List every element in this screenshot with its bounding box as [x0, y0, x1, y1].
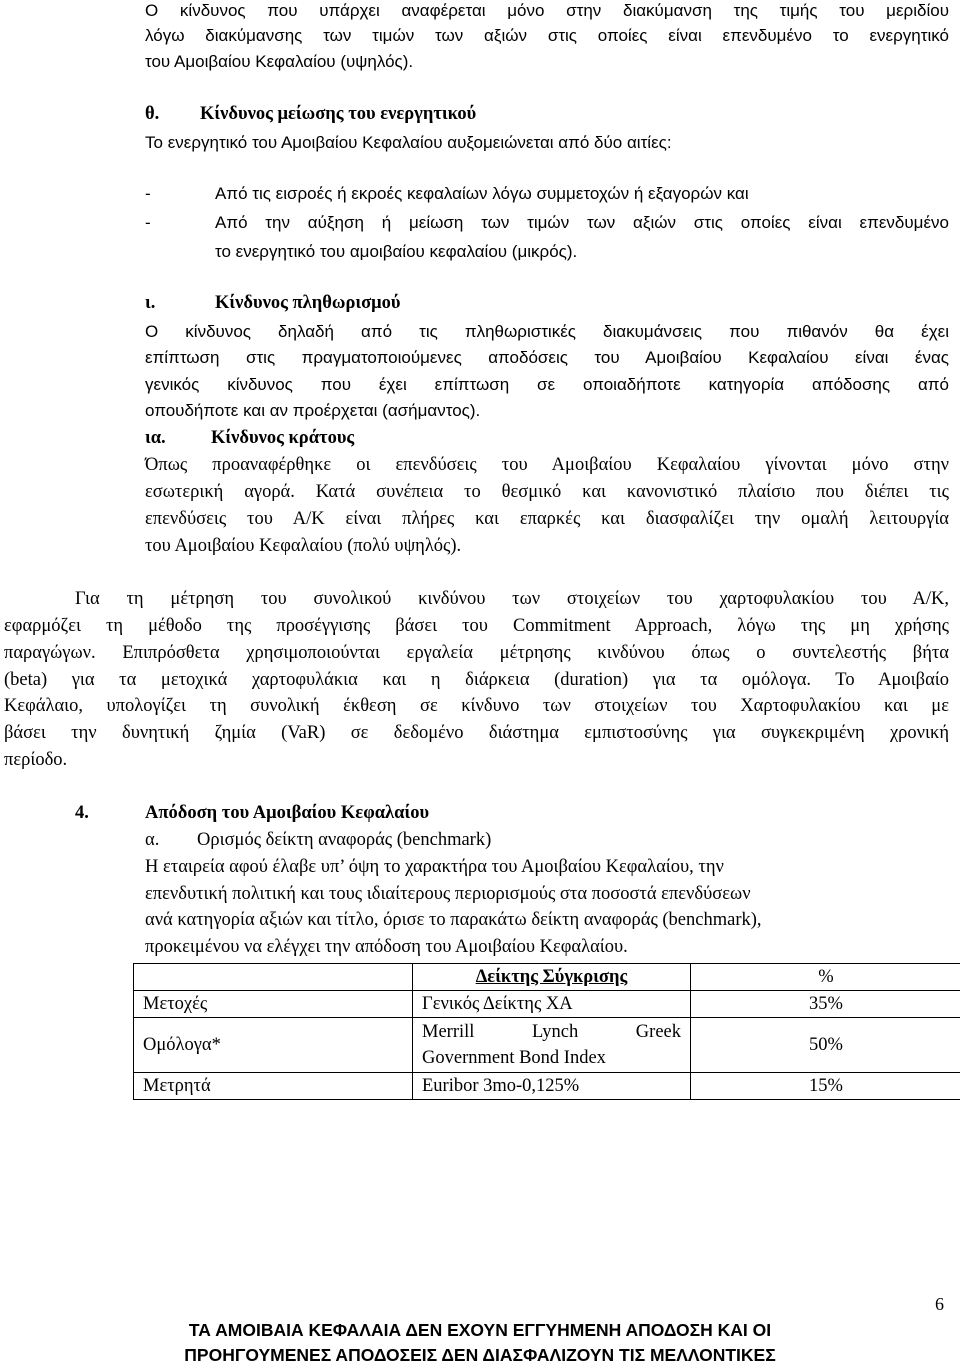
measurement-line-1: Για τη μέτρηση του συνολικού κινδύνου των στοιχείων του χαρτοφυλακίου του Α/Κ, — [75, 589, 949, 609]
iota-alpha-line-4: του Αμοιβαίου Κεφαλαίου (πολύ υψηλός). — [145, 536, 462, 556]
table-cell-percent: 35% — [691, 991, 960, 1018]
theta-bullet-2-line-1: Από την αύξηση ή μείωση των τιμών των αξιών στις οποίες είναι επενδυμένο — [215, 213, 949, 232]
iota-line-2: επίπτωση στις πραγματοποιούμενες αποδόσεις του Αμοιβαίου Κεφαλαίου είναι ένας — [145, 348, 949, 367]
section-4-line-1: Η εταιρεία αφού έλαβε υπ’ όψη το χαρακτήρα του Αμοιβαίου Κεφαλαίου, την — [145, 857, 724, 877]
section-4-line-3: ανά κατηγορία αξιών και τίτλο, όρισε το παρακάτω δείκτη αναφοράς (benchmark), — [145, 910, 762, 930]
table-cell-index: Γενικός Δείκτης ΧΑ — [413, 991, 691, 1018]
footer-line-1: ΤΑ ΑΜΟΙΒΑΙΑ ΚΕΦΑΛΑΙΑ ΔΕΝ ΕΧΟΥΝ ΕΓΓΥΗΜΕΝΗ ΑΠΟΔΟΣΗ ΚΑΙ ΟΙ — [188, 1320, 772, 1340]
section-4-line-4: προκειμένου να ελέγχει την απόδοση του Αμοιβαίου Κεφαλαίου. — [145, 937, 628, 957]
table-header-index: Δείκτης Σύγκρισης — [475, 966, 628, 987]
iota-alpha-marker: ια. — [145, 428, 166, 448]
table-cell-category: Μετρητά — [134, 1073, 413, 1100]
iota-title: Κίνδυνος πληθωρισμού — [215, 293, 401, 313]
theta-bullet-1-dash: - — [145, 184, 151, 203]
theta-bullet-2-dash: - — [145, 213, 151, 232]
iota-alpha-line-2: εσωτερική αγορά. Κατά συνέπεια το θεσμικό και κανονιστικό πλαίσιο που διέπει τις — [145, 482, 949, 502]
intro-line-3: του Αμοιβαίου Κεφαλαίου (υψηλός). — [145, 52, 414, 71]
table-cell-index-line-2: Government Bond Index — [422, 1048, 606, 1068]
theta-marker: θ. — [145, 104, 160, 124]
table-row — [134, 1073, 960, 1100]
table-row — [134, 1018, 960, 1073]
iota-line-4: οπουδήποτε και αν προέρχεται (ασήμαντος). — [145, 401, 481, 420]
table-cell-index-line-1: Merrill Lynch Greek — [422, 1022, 681, 1042]
table-cell-percent: 50% — [691, 1018, 960, 1073]
page-number: 6 — [935, 1294, 944, 1314]
measurement-line-2: εφαρμόζει τη μέθοδο της προσέγγισης βάσει του Commitment Approach, λόγω της μη χρήσης — [4, 616, 949, 636]
table-cell-category: Ομόλογα* — [134, 1018, 413, 1073]
table-cell-index: Euribor 3mo-0,125% — [413, 1073, 691, 1100]
theta-bullet-1: Από τις εισροές ή εκροές κεφαλαίων λόγω συμμετοχών ή εξαγορών και — [215, 184, 749, 203]
section-4-title: Απόδοση του Αμοιβαίου Κεφαλαίου — [145, 803, 430, 823]
table-cell-percent: 15% — [691, 1073, 960, 1100]
section-4-line-2: επενδυτική πολιτική και τους ιδιαίτερους περιορισμούς στα ποσοστά επενδύσεων — [145, 884, 751, 904]
theta-bullet-2-line-2: το ενεργητικό του αμοιβαίου κεφαλαίου (μικρός). — [215, 242, 578, 261]
iota-alpha-title: Κίνδυνος κράτους — [211, 428, 355, 448]
footer-line-2: ΠΡΟΗΓΟΥΜΕΝΕΣ ΑΠΟΔΟΣΕΙΣ ΔΕΝ ΔΙΑΣΦΑΛΙΖΟΥΝ ΤΙΣ ΜΕΛΛΟΝΤΙΚΕΣ — [184, 1345, 776, 1365]
section-4-sub-marker: α. — [145, 830, 160, 850]
iota-marker: ι. — [145, 293, 156, 313]
measurement-line-4: (beta) για τα μετοχικά χαρτοφυλάκια και η διάρκεια (duration) για τα ομόλογα. Το Αμοιβαίο — [4, 670, 949, 690]
table-header-percent: % — [691, 964, 960, 991]
intro-line-2: λόγω διακύμανσης των τιμών των αξιών στις οποίες είναι επενδυμένο το ενεργητικό — [145, 26, 949, 45]
benchmark-table — [133, 963, 960, 1100]
measurement-line-7: περίοδο. — [4, 750, 68, 770]
section-4-number: 4. — [75, 803, 89, 823]
iota-line-1: Ο κίνδυνος δηλαδή από τις πληθωριστικές διακυμάνσεις που πιθανόν θα έχει — [145, 322, 949, 341]
table-row — [134, 991, 960, 1018]
table-header-row — [134, 964, 960, 991]
iota-alpha-line-1: Όπως προαναφέρθηκε οι επενδύσεις του Αμοιβαίου Κεφαλαίου γίνονται μόνο στην — [145, 455, 949, 475]
intro-line-1: Ο κίνδυνος που υπάρχει αναφέρεται μόνο στην διακύμανση της τιμής του μεριδίου — [145, 1, 949, 20]
measurement-line-3: παραγώγων. Επιπρόσθετα χρησιμοποιούνται εργαλεία μέτρησης κινδύνου όπως ο συντελεστής βήτα — [4, 643, 949, 663]
theta-title: Κίνδυνος μείωσης του ενεργητικού — [200, 104, 477, 124]
iota-alpha-line-3: επενδύσεις του Α/Κ είναι πλήρες και επαρκές και διασφαλίζει την ομαλή λειτουργία — [145, 509, 949, 529]
theta-intro: Το ενεργητικό του Αμοιβαίου Κεφαλαίου αυξομειώνεται από δύο αιτίες: — [145, 133, 672, 152]
measurement-line-5: Κεφάλαιο, υπολογίζει τη συνολική έκθεση σε κίνδυνο των στοιχείων του Χαρτοφυλακίου και με — [4, 696, 949, 716]
measurement-line-6: βάσει την δυνητική ζημία (VaR) σε δεδομένο διάστημα εμπιστοσύνης για συγκεκριμένη χρονική — [4, 723, 949, 743]
section-4-sub-title: Ορισμός δείκτη αναφοράς (benchmark) — [197, 830, 492, 850]
iota-line-3: γενικός κίνδυνος που έχει επίπτωση σε οποιαδήποτε κατηγορία απόδοσης από — [145, 375, 949, 394]
table-header-category — [134, 964, 413, 991]
table-cell-category: Μετοχές — [134, 991, 413, 1018]
